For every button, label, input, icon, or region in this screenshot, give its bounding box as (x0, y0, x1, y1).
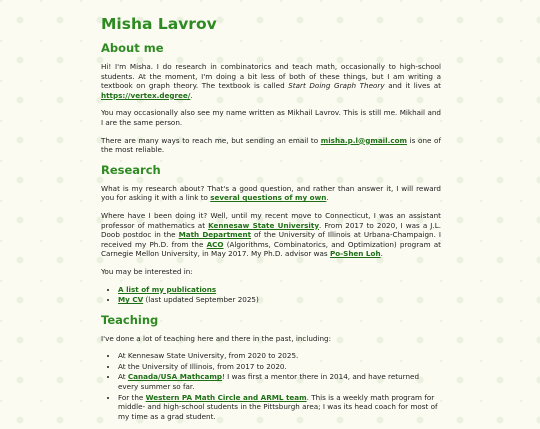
questions-link[interactable]: several questions of my own (210, 193, 327, 203)
teaching-paragraph-1: I've done a lot of teaching here and there in the past, including: (101, 333, 331, 343)
teaching-text: . This is a weekly math program for middle- and high-school students in the Pittsburgh area; I was its head coach for most of my time as a grad student. (118, 392, 438, 421)
teaching-text: ! I was first a mentor there in 2014, and have returned every summer so far. (118, 372, 420, 392)
list-item (118, 285, 441, 295)
about-paragraph-3 (101, 136, 441, 155)
publications-link[interactable]: A list of my publications (118, 284, 217, 294)
textbook-link[interactable]: https://vertex.degree/ (101, 90, 191, 100)
research-text: . (380, 249, 383, 259)
research-paragraph-3: You may be interested in: (101, 266, 193, 276)
research-paragraph-1 (101, 184, 441, 203)
about-text: and it lives at (384, 81, 441, 91)
research-paragraph-2 (101, 211, 441, 259)
research-text: (Algorithms, Combinatorics, and Optimization) program at Carnegie Mellon University, in May 2017. My Ph.D. advisor was (101, 239, 441, 259)
list-item (118, 372, 441, 391)
research-text: Where have I been doing it? Well, until my recent move to Connecticut, I was an assistant professor of mathematics at (101, 210, 441, 230)
list-item: • At the University of Illinois, from 2017 to 2020. (118, 362, 441, 372)
about-text: . (190, 90, 193, 100)
research-heading: Research (101, 162, 161, 177)
research-text: . From 2017 to 2020, I was a J.L. Doob postdoc in the (101, 220, 441, 240)
list-item (118, 295, 441, 305)
about-text: is one of the most reliable. (101, 135, 441, 155)
research-text: of the University of Illinois at Urbana-Champaign. I received my Ph.D. from the (101, 230, 441, 249)
about-text: Hi! I'm Misha. I do research in combinatorics and teach math, occasionally to high-school students. At the moment, I'm doing a bit less of both of these things, but I am writing a textbook on graph theory. The textbook is called (101, 62, 441, 91)
advisor-link[interactable]: Po-Shen Loh (329, 249, 381, 259)
email-link[interactable]: misha.p.l@gmail.com (320, 135, 408, 145)
list-item: • At Kennesaw State University, from 2020 to 2025. (118, 351, 441, 361)
teaching-text: For the (118, 392, 146, 402)
mathcamp-link[interactable]: Canada/USA Mathcamp (127, 372, 222, 382)
about-paragraph-1 (101, 62, 441, 100)
aco-link[interactable]: ACO (206, 239, 224, 249)
book-title: Start Doing Graph Theory (288, 81, 385, 91)
about-heading: About me (101, 41, 164, 55)
page-title: Misha Lavrov (101, 15, 217, 33)
kennesaw-link[interactable]: Kennesaw State University (208, 220, 320, 230)
page-content (101, 0, 441, 429)
about-text: There are many ways to reach me, but sending an email to (101, 135, 321, 145)
teaching-text: At (118, 372, 128, 382)
teaching-heading: Teaching (101, 312, 159, 327)
list-item (118, 393, 441, 422)
cv-link[interactable]: My CV (118, 295, 144, 305)
cv-note: (last updated September 2025) (143, 295, 259, 305)
research-text: . (326, 193, 329, 203)
math-circle-link[interactable]: Western PA Math Circle and ARML team (145, 392, 307, 402)
research-text: What is my research about? That's a good question, and rather than answer it, I will reward you for asking it with a link to (101, 183, 441, 203)
teaching-list (101, 351, 441, 421)
math-department-link[interactable]: Math Department (178, 230, 252, 240)
about-paragraph-2: You may occasionally also see my name written as Mikhail Lavrov. This is still me. Mikhail and I are the same person. (101, 108, 441, 127)
interest-list (101, 285, 441, 305)
